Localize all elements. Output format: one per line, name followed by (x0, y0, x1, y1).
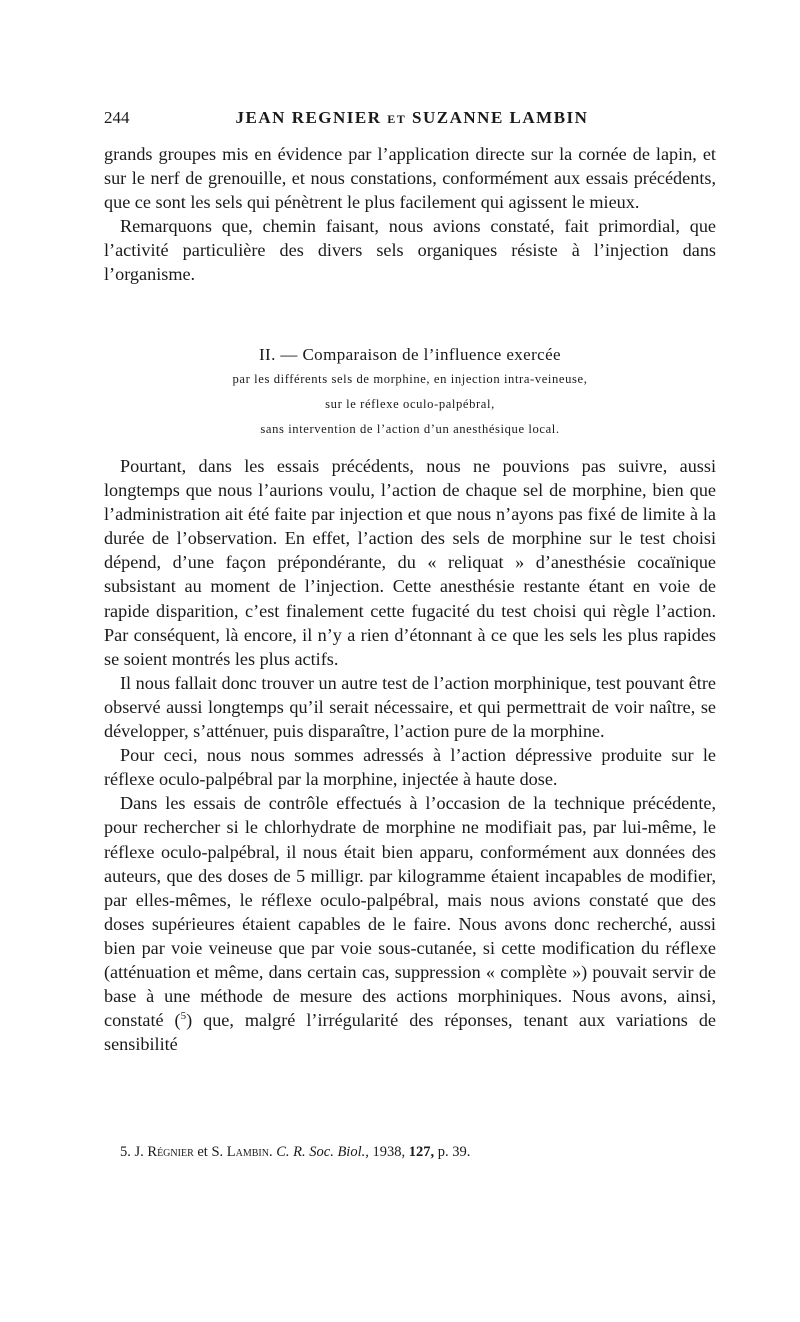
paragraph: Pour ceci, nous nous sommes adressés à l’action dépressive produite sur le réflexe oculo-palpébral par la morphine, injectée à haute dose. (104, 745, 716, 790)
footnote-journal: C. R. Soc. Biol., (276, 1144, 369, 1160)
footnote-ref: 5 (180, 1010, 187, 1023)
running-title: JEAN REGNIER et SUZANNE LAMBIN (235, 108, 589, 127)
footnote-initial: J. (134, 1144, 144, 1160)
footnote-author: Lambin. (226, 1144, 273, 1160)
section-heading-line: sans intervention de l’action d’un anesthésique local. (260, 422, 560, 436)
running-header (104, 106, 720, 130)
paragraph: grands groupes mis en évidence par l’application directe sur la cornée de lapin, et sur le nerf de grenouille, et nous constations, conformément aux essais précédents, que ce sont les sels qui pénètrent le plus facilement qui agissent le mieux. (104, 144, 716, 213)
paragraph: Il nous fallait donc trouver un autre test de l’action morphinique, test pouvant être observé aussi longtemps qu’il serait nécessaire, et qui permettrait de voir naître, se développer, s’atténuer, puis disparaître, l’action pure de la morphine. (104, 672, 716, 742)
section-heading (104, 342, 716, 442)
section-heading-line: II. — Comparaison de l’influence exercée (258, 345, 562, 364)
footnote-number: 5. (120, 1144, 131, 1160)
footnote-year: 1938, (372, 1144, 406, 1160)
body-text-top (104, 142, 716, 287)
paragraph-text: Dans les essais de contrôle effectués à l’occasion de la technique précédente, pour rechercher si le chlorhydrate de morphine ne modifiait pas, par lui-même, le réflexe oculo-palpébral, il nous était bien apparu, conformément aux données des auteurs, que des doses de 5 milligr. par kilogramme étaient incapables de modifier, par elles-mêmes, le réflexe oculo-palpébral, mais nous avions constaté que des doses supérieures étaient capables de le faire. Nous avons donc recherché, aussi bien par voie veineuse que par voie sous-cutanée, si cette modification du réflexe (atténuation et même, dans certain cas, suppression « complète ») pouvait servir de base à une méthode de mesure des actions morphiniques. Nous avons, ainsi, constaté ( (104, 793, 716, 1031)
footnote (120, 1142, 720, 1162)
paragraph: Pourtant, dans les essais précédents, nous ne pouvions pas suivre, aussi longtemps que nous l’aurions voulu, l’action de chaque sel de morphine, bien que l’administration ait été faite par injection et que nous n’ayons pas fixé de limite à la durée de l’observation. En effet, l’action des sels de morphine sur le test choisi dépend, d’une façon prépondérante, du « reliquat » d’anesthésie cocaïnique subsistant au moment de l’injection. Cette anesthésie restante étant en voie de rapide disparition, c’est finalement cette fugacité du test choisi qui règle l’action. Par conséquent, là encore, il n’y a rien d’étonnant à ce que les sels les plus rapides se soient montrés les plus actifs. (104, 456, 716, 669)
footnote-author: Régnier (147, 1144, 194, 1160)
section-heading-line: sur le réflexe oculo-palpébral, (325, 397, 495, 411)
section-heading-line: par les différents sels de morphine, en injection intra-veineuse, (232, 372, 588, 386)
paragraph: Remarquons que, chemin faisant, nous avions constaté, fait primordial, que l’activité particulière des divers sels organiques résiste à l’injection dans l’organisme. (104, 216, 716, 285)
footnote-page: p. 39. (437, 1144, 471, 1160)
paragraph-text: ) que, malgré l’irrégularité des réponses, tenant aux variations de sensibilité (104, 1010, 716, 1055)
body-text-main (104, 454, 716, 1056)
paragraph (104, 791, 716, 1056)
footnote-volume: 127, (408, 1144, 435, 1160)
page-number: 244 (104, 108, 130, 127)
footnote-connector: et S. (197, 1144, 224, 1160)
